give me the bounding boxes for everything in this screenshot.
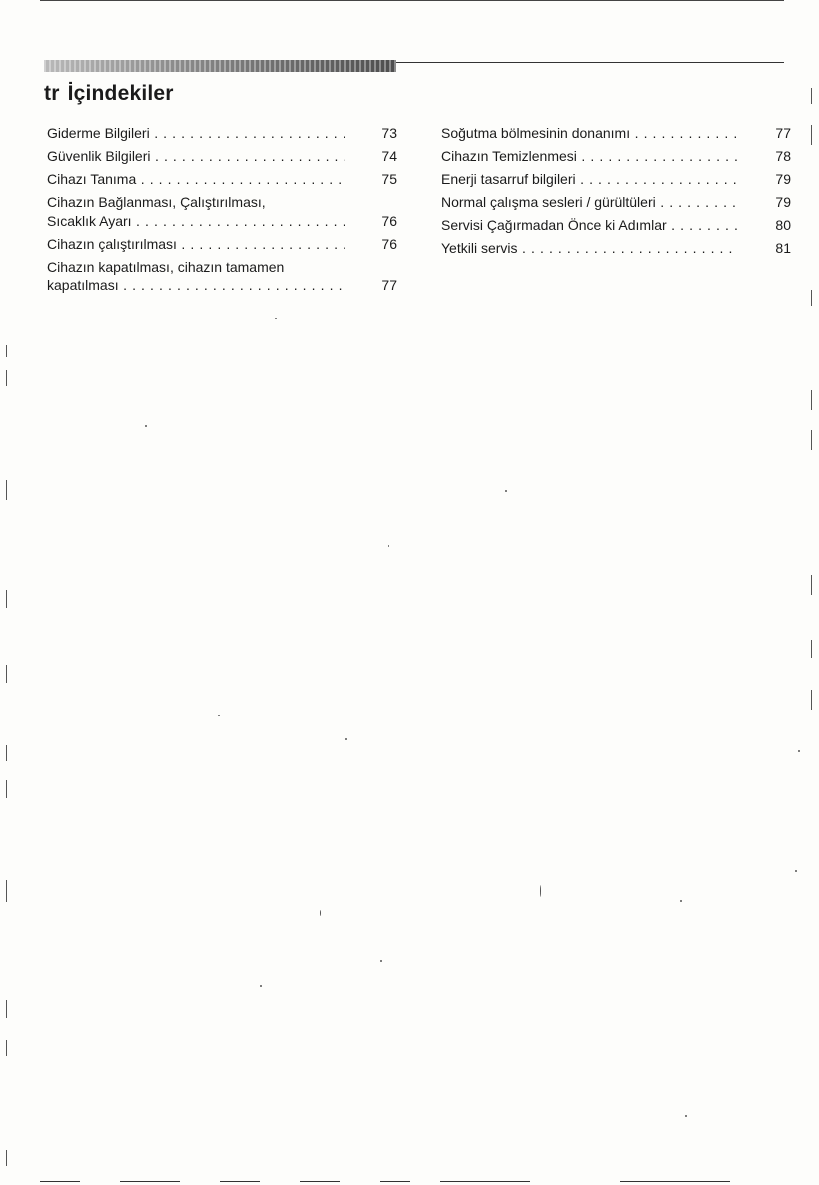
scan-speck (798, 750, 800, 752)
scan-speck (380, 960, 382, 962)
toc-page-number: 77 (381, 277, 397, 293)
scan-mark (6, 590, 7, 608)
scan-mark (6, 665, 7, 683)
bottom-rule (300, 1181, 340, 1182)
scan-mark (811, 290, 812, 306)
toc-entry-title: Normal çalışma sesleri / gürültüleri . . . (441, 193, 737, 212)
toc-entry[interactable] (47, 147, 397, 166)
toc-page-number: 75 (381, 171, 397, 187)
scan-mark (6, 345, 7, 357)
scan-mark (6, 880, 7, 902)
toc-entry-title-line2: kapatılması . . . (47, 276, 345, 295)
toc-page-number: 79 (775, 194, 791, 210)
toc-entry[interactable] (47, 193, 397, 230)
toc-right-column (441, 124, 791, 262)
bottom-rule (380, 1181, 410, 1182)
toc-entry-title: Enerji tasarruf bilgileri . . . (441, 170, 737, 189)
scan-mark (811, 575, 812, 595)
toc-entry[interactable] (441, 124, 791, 143)
top-rule (40, 0, 784, 1)
toc-entry[interactable] (441, 170, 791, 189)
toc-entry-title: Cihazın çalıştırılması . . . (47, 235, 345, 254)
scan-mark (6, 480, 7, 500)
scan-mark (811, 690, 812, 710)
scan-speck (505, 490, 507, 492)
bottom-rule (120, 1181, 180, 1182)
scan-mark (811, 125, 812, 145)
scan-mark (811, 390, 812, 410)
toc-page-number: 81 (775, 240, 791, 256)
toc-entry[interactable] (47, 124, 397, 143)
toc-entry-title: Servisi Çağırmadan Önce ki Adımlar . . . (441, 216, 737, 235)
scan-mark (6, 745, 7, 761)
scan-mark (6, 370, 7, 386)
scan-speck (685, 1115, 687, 1117)
toc-page-number: 77 (775, 125, 791, 141)
scan-speck (145, 425, 147, 427)
toc-page-number: 76 (381, 212, 397, 229)
header-rule (396, 62, 784, 63)
scan-mark (811, 430, 812, 450)
scan-speck (218, 715, 220, 716)
toc-entry[interactable] (441, 216, 791, 235)
toc-entry-title: Yetkili servis . . . (441, 239, 737, 258)
scan-mark (6, 780, 7, 798)
bottom-rule (620, 1181, 730, 1182)
bottom-rule (440, 1181, 530, 1182)
bottom-rule (40, 1181, 80, 1182)
toc-entry-title-line1: Cihazın Bağlanması, Çalıştırılması, (47, 194, 266, 210)
toc-entry-title: Soğutma bölmesinin donanımı . . . (441, 124, 737, 143)
scan-speck (345, 738, 347, 740)
toc-page-number: 74 (381, 148, 397, 164)
toc-entry[interactable] (441, 147, 791, 166)
toc-entry[interactable] (441, 239, 791, 258)
toc-entry-title: Giderme Bilgileri . . . (47, 124, 345, 143)
scan-mark (6, 1000, 7, 1018)
toc-entry[interactable] (47, 235, 397, 254)
toc-entry-title: Güvenlik Bilgileri . . . (47, 147, 345, 166)
scan-speck (680, 900, 682, 902)
toc-page-number: 73 (381, 125, 397, 141)
scan-speck (275, 318, 277, 319)
scan-speck (320, 910, 321, 916)
header-band (44, 60, 396, 72)
scan-speck (540, 885, 541, 897)
toc-left-column (47, 124, 397, 299)
scan-speck (260, 985, 262, 987)
title-text: İçindekiler (67, 82, 174, 105)
toc-page-number: 78 (775, 148, 791, 164)
scan-mark (811, 640, 812, 658)
scan-speck (388, 545, 389, 547)
toc-entry-title-line1: Cihazın kapatılması, cihazın tamamen (47, 258, 285, 275)
scan-speck (795, 870, 797, 872)
toc-entry[interactable] (441, 193, 791, 212)
scan-mark (6, 1150, 7, 1166)
toc-page-number: 76 (381, 235, 397, 252)
language-code: tr (44, 82, 60, 105)
scan-mark (6, 1040, 7, 1056)
toc-entry-title: Cihazın Temizlenmesi . . . (441, 147, 737, 166)
toc-page-number: 79 (775, 171, 791, 187)
toc-entry[interactable] (47, 170, 397, 189)
toc-entry-title: Cihazı Tanıma . . . (47, 170, 345, 189)
bottom-rule (220, 1181, 260, 1182)
page-title (44, 82, 174, 106)
toc-page-number: 80 (775, 217, 791, 233)
toc-entry[interactable] (47, 258, 397, 295)
scan-mark (811, 88, 812, 104)
toc-entry-title-line2: Sıcaklık Ayarı . . . (47, 212, 345, 231)
